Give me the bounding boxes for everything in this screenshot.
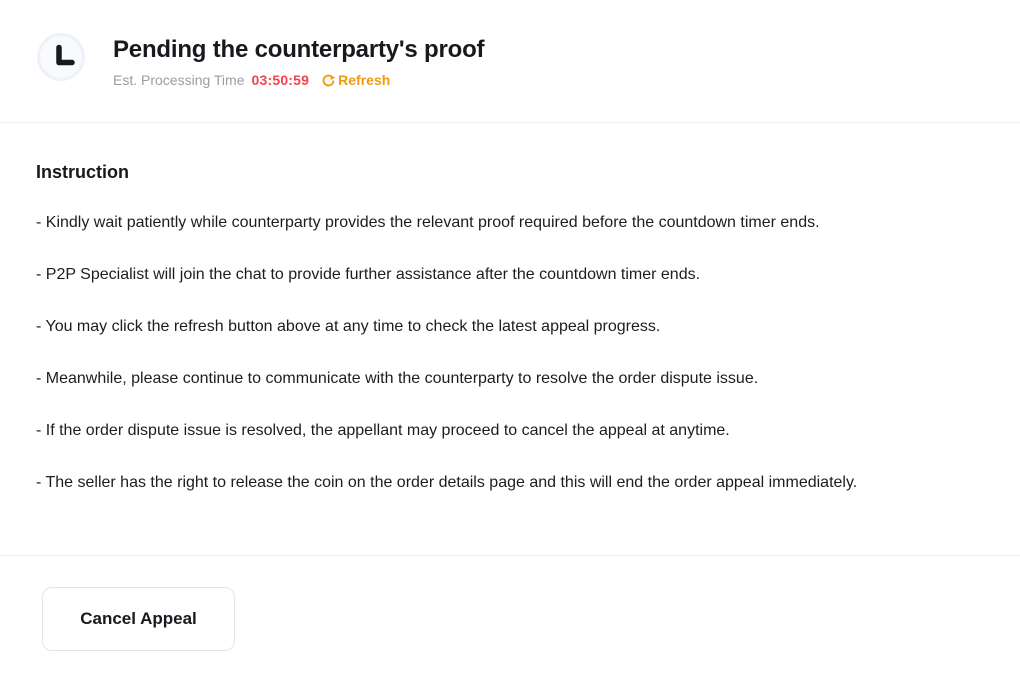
instruction-section [0,123,1020,555]
cancel-appeal-button[interactable]: Cancel Appeal [42,587,235,651]
processing-time-label: Est. Processing Time [113,72,245,88]
refresh-button[interactable] [321,72,390,88]
instruction-heading: Instruction [36,162,129,182]
header-text [113,33,484,89]
clock-icon [37,33,85,81]
instruction-item: - Meanwhile, please continue to communicate with the counterparty to resolve the order dispute issue. [36,370,759,387]
instruction-item: - P2P Specialist will join the chat to provide further assistance after the countdown timer ends. [36,266,701,283]
instruction-list [36,210,984,496]
instruction-item: - If the order dispute issue is resolved, the appellant may proceed to cancel the appeal at anytime. [36,422,730,439]
footer [0,556,1020,651]
instruction-item: - The seller has the right to release the coin on the order details page and this will end the order appeal immediately. [36,474,858,491]
refresh-label: Refresh [338,72,391,88]
appeal-header [0,0,1020,122]
refresh-icon [321,73,336,88]
instruction-item: - You may click the refresh button above at any time to check the latest appeal progress. [36,318,661,335]
page-title: Pending the counterparty's proof [113,36,485,63]
instruction-item: - Kindly wait patiently while counterparty provides the relevant proof required before the countdown timer ends. [36,214,820,231]
processing-time-row [113,71,484,89]
countdown-timer: 03:50:59 [251,72,310,88]
